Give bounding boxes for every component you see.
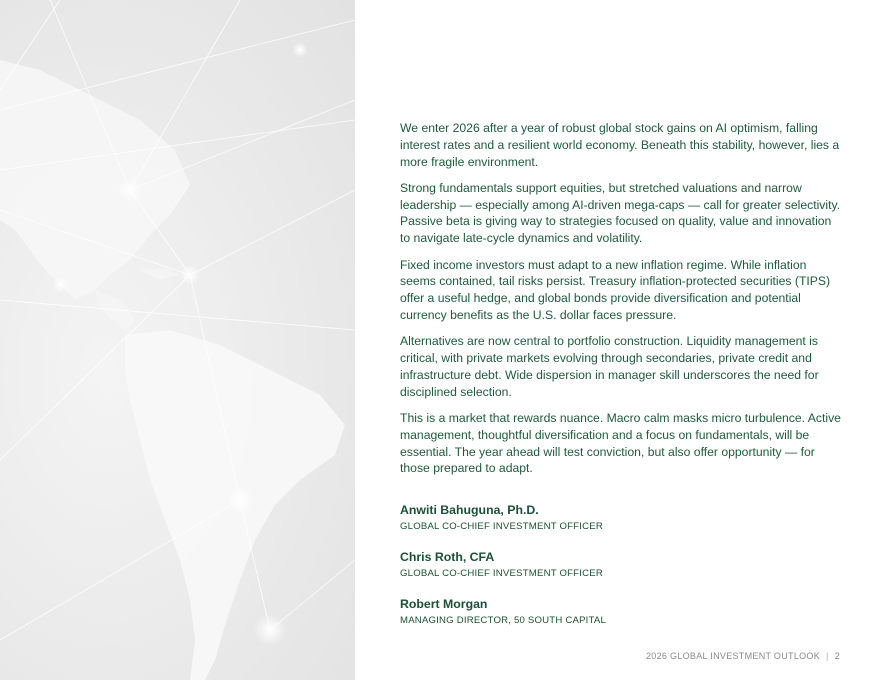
signatory-name: Robert Morgan (400, 597, 488, 612)
page-number: 2 (834, 651, 840, 661)
signature (400, 549, 842, 581)
paragraph: Fixed income investors must adapt to a new inflation regime. While inflation seems contained, tail risks persist. Treasury inflation-protected securities (TIPS) offer a useful hedge, and global bonds provide diversification and potential currency benefits as the U.S. dollar faces pressure. (400, 257, 831, 322)
paragraph: Alternatives are now central to portfolio construction. Liquidity management is critical, with private markets evolving through secondaries, private credit and infrastructure debt. Wide dispersion in manager skill underscores the need for disciplined selection. (400, 334, 819, 399)
signature-block (400, 502, 842, 628)
world-map-network-icon (0, 0, 355, 680)
signatory-title: GLOBAL CO-CHIEF INVESTMENT OFFICER (400, 568, 603, 580)
publication-title: 2026 GLOBAL INVESTMENT OUTLOOK (645, 651, 821, 661)
paragraph: Strong fundamentals support equities, but stretched valuations and narrow leadership — especially among AI-driven mega-caps — call for greater selectivity. Passive beta is giving way to strategies focused on quality, value and innovation to navigate late-cycle dynamics and volatility. (400, 180, 841, 246)
paragraph: This is a market that rewards nuance. Macro calm masks micro turbulence. Active management, thoughtful diversification and a focus on fundamentals, will be essential. The year ahead will test conviction, but also offer opportunity — for those prepared to adapt. (400, 410, 841, 476)
signature (400, 502, 842, 534)
footer-separator: | (826, 651, 829, 661)
signature (400, 596, 842, 628)
paragraph: We enter 2026 after a year of robust global stock gains on AI optimism, falling interest rates and a resilient world economy. Beneath this stability, however, lies a more fragile environment. (400, 121, 840, 169)
hero-map-image (0, 0, 355, 680)
signatory-title: GLOBAL CO-CHIEF INVESTMENT OFFICER (400, 521, 603, 533)
letter-body (400, 120, 842, 643)
signatory-name: Chris Roth, CFA (400, 550, 495, 565)
page-footer (646, 651, 840, 661)
signatory-name: Anwiti Bahuguna, Ph.D. (400, 503, 539, 518)
signatory-title: MANAGING DIRECTOR, 50 SOUTH CAPITAL (400, 615, 607, 627)
